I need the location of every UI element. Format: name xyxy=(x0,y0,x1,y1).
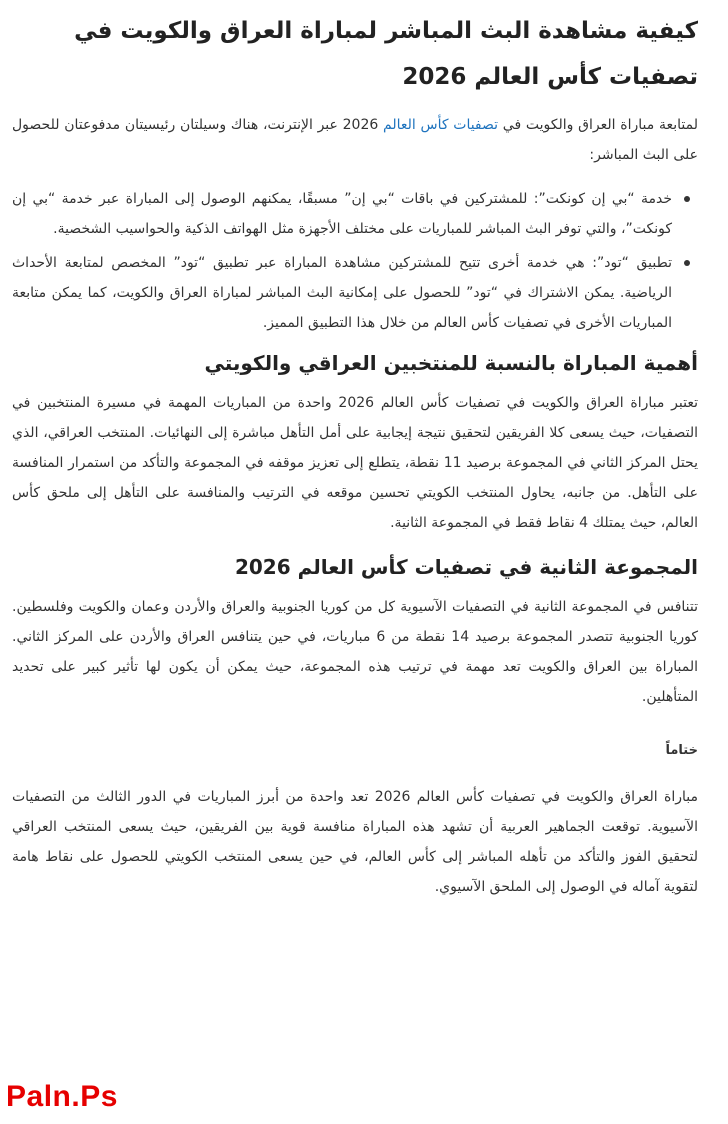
intro-text-before: لمتابعة مباراة العراق والكويت في xyxy=(498,117,698,133)
section-paragraph-importance: تعتبر مباراة العراق والكويت في تصفيات كأس العالم 2026 واحدة من المباريات المهمة في مسيرة المنتخبين في التصفيات، حيث يسعى كلا الفريقين لتحقيق نتيجة إيجابية على أمل التأهل مباشرة إلى النهائيات. المنتخب العراقي، الذي يحتل المركز الثاني في المجموعة برصيد 11 نقطة، يتطلع إلى تعزيز موقفه في المجموعة والتأكد من استمرار المنافسة على التأهل. من جانبه، يحاول المنتخب الكويتي تحسين موقعه في الترتيب والمنافسة على التأهل إلى ملحق كأس العالم، حيث يمتلك 4 نقاط فقط في المجموعة الثانية. xyxy=(12,395,698,531)
list-item: تطبيق “تود”: هي خدمة أخرى تتيح للمشتركين مشاهدة المباراة عبر تطبيق “تود” المخصص لمتابعة الأحداث الرياضية. يمكن الاشتراك في “تود” للحصول على إمكانية البث المباشر لمباراة العراق والكويت، كما يمكن متابعة المباريات الأخرى في تصفيات كأس العالم من خلال هذا التطبيق المميز. xyxy=(12,248,672,338)
list-item: خدمة “بي إن كونكت”: للمشتركين في باقات “بي إن” مسبقًا، يمكنهم الوصول إلى المباراة عبر خدمة “بي إن كونكت”، والتي توفر البث المباشر للمباريات على مختلف الأجهزة مثل الهواتف الذكية والحواسيب الشخصية. xyxy=(12,184,672,244)
world-cup-qualifiers-link[interactable]: تصفيات كأس العالم xyxy=(383,117,499,133)
section-paragraph-group: تتنافس في المجموعة الثانية في التصفيات الآسيوية كل من كوريا الجنوبية والعراق والأردن وعمان والكويت وفلسطين. كوريا الجنوبية تتصدر المجموعة برصيد 14 نقطة من 6 مباريات، في حين يتنافس العراق والأردن على المركز الثاني. المباراة بين العراق والكويت تعد مهمة في ترتيب هذه المجموعة، حيث يمكن أن يكون لها تأثير كبير على تحديد المتأهلين. xyxy=(12,599,698,705)
closing-label: ختاماً xyxy=(665,743,698,758)
intro-text-after: 2026 عبر الإنترنت، هناك وسيلتان رئيسيتان مدفوعتان للحصول على البث المباشر: xyxy=(12,117,698,163)
section-heading-group: المجموعة الثانية في تصفيات كأس العالم 2026 xyxy=(234,555,698,579)
closing-paragraph: مباراة العراق والكويت في تصفيات كأس العالم 2026 تعد واحدة من أبرز المباريات في الدور الثالث من التصفيات الآسيوية. توقعت الجماهير العربية أن تشهد هذه المباراة منافسة قوية بين الفريقين، حيث يسعى المنتخب العراقي لتحقيق الفوز والتأكد من تأهله المباشر إلى كأس العالم، في حين يسعى المنتخب الكويتي للحصول على نقاط هامة لتقوية آماله في الوصول إلى الملحق الآسيوي. xyxy=(12,789,699,895)
article-title: كيفية مشاهدة البث المباشر لمباراة العراق والكويت في تصفيات كأس العالم 2026 xyxy=(74,18,698,90)
streaming-options-list xyxy=(12,184,698,338)
site-watermark-logo: Paln.Ps xyxy=(6,1080,118,1113)
intro-paragraph xyxy=(12,110,698,170)
section-heading-importance: أهمية المباراة بالنسبة للمنتخبين العراقي والكويتي xyxy=(204,351,698,375)
